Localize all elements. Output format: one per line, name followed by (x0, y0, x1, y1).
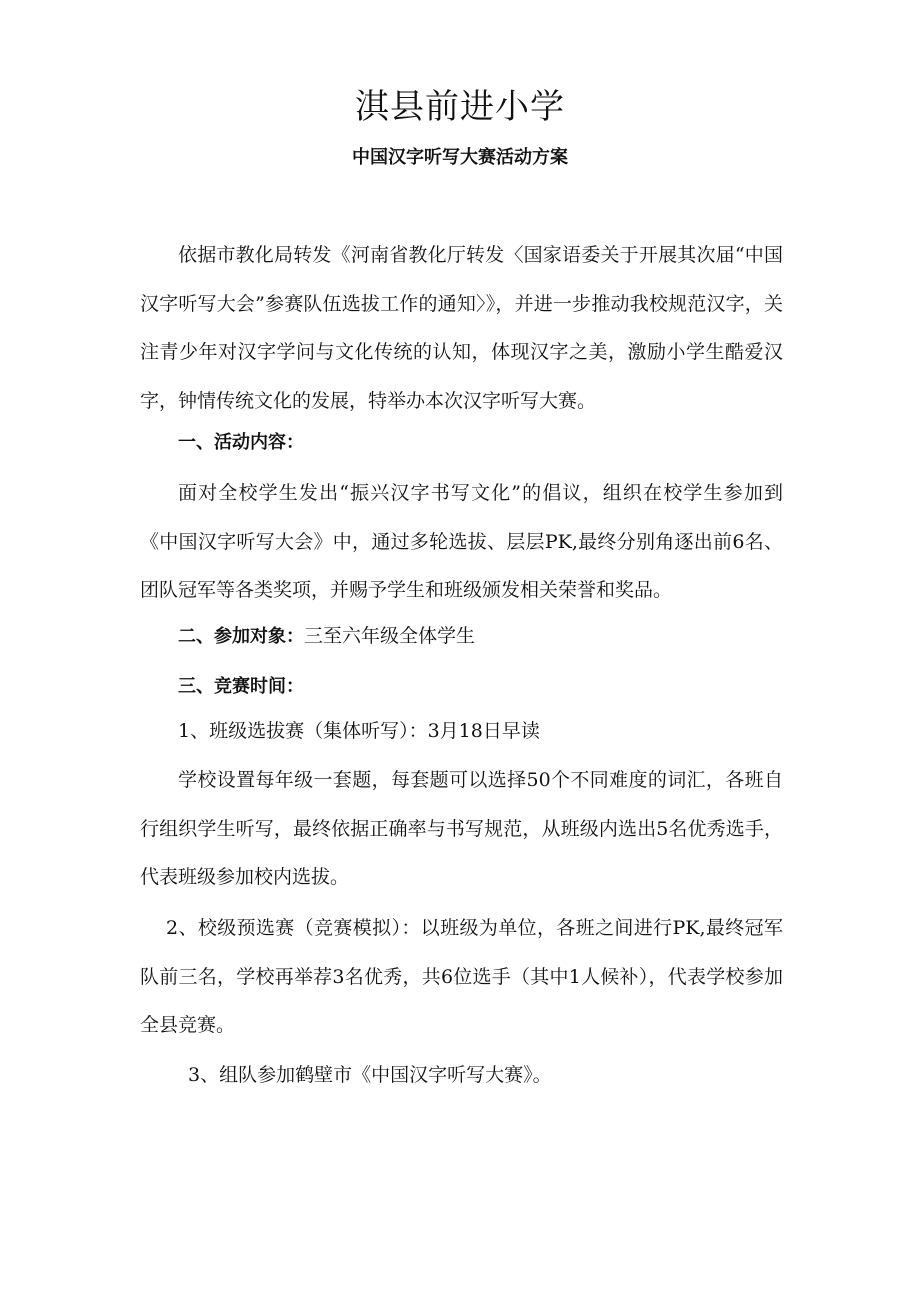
section-1-heading: 一、活动内容： (178, 432, 304, 453)
section-2-value: 三至六年级全体学生 (304, 625, 476, 647)
section-3-item-3: 3、组队参加鹤壁市《中国汉字听写大赛》。 (188, 1064, 552, 1086)
section-1-body: 面对全校学生发出“振兴汉字书写文化”的倡议，组织在校学生参加到《中国汉字听写大会》中，通过多轮选拔、层层PK,最终分别角逐出前6名、团队冠军等各类奖项，并赐予学生和班级颁发相关荣誉和奖品。 (140, 482, 783, 601)
section-3-item-1-body: 学校设置每年级一套题，每套题可以选择50个不同难度的词汇，各班自行组织学生听写，最终依据正确率与书写规范，从班级内选出5名优秀选手，代表班级参加校内选拔。 (140, 769, 783, 888)
section-3-heading: 三、竞赛时间： (178, 676, 304, 697)
section-3-item-2: 2、校级预选赛（竞赛模拟）：以班级为单位，各班之间进行PK,最终冠军队前三名，学校再举荐3名优秀，共6位选手（其中1人候补），代表学校参加全县竞赛。 (140, 917, 783, 1036)
document-title: 淇县前进小学 (355, 87, 565, 127)
section-2-heading (178, 621, 475, 652)
intro-paragraph: 依据市教化局转发《河南省教化厅转发〈国家语委关于开展其次届“中国汉字听写大会”参赛队伍选拔工作的通知〉》，并进一步推动我校规范汉字，关注青少年对汉字学问与文化传统的认知，体现汉字之美，激励小学生酷爱汉字，钟情传统文化的发展，特举办本次汉字听写大赛。 (140, 244, 783, 412)
section-2-heading-label: 二、参加对象： (178, 626, 304, 647)
section-3-item-1-title: 1、班级选拔赛（集体听写）：3月18日早读 (178, 720, 540, 742)
document-subtitle: 中国汉字听写大赛活动方案 (352, 147, 568, 168)
